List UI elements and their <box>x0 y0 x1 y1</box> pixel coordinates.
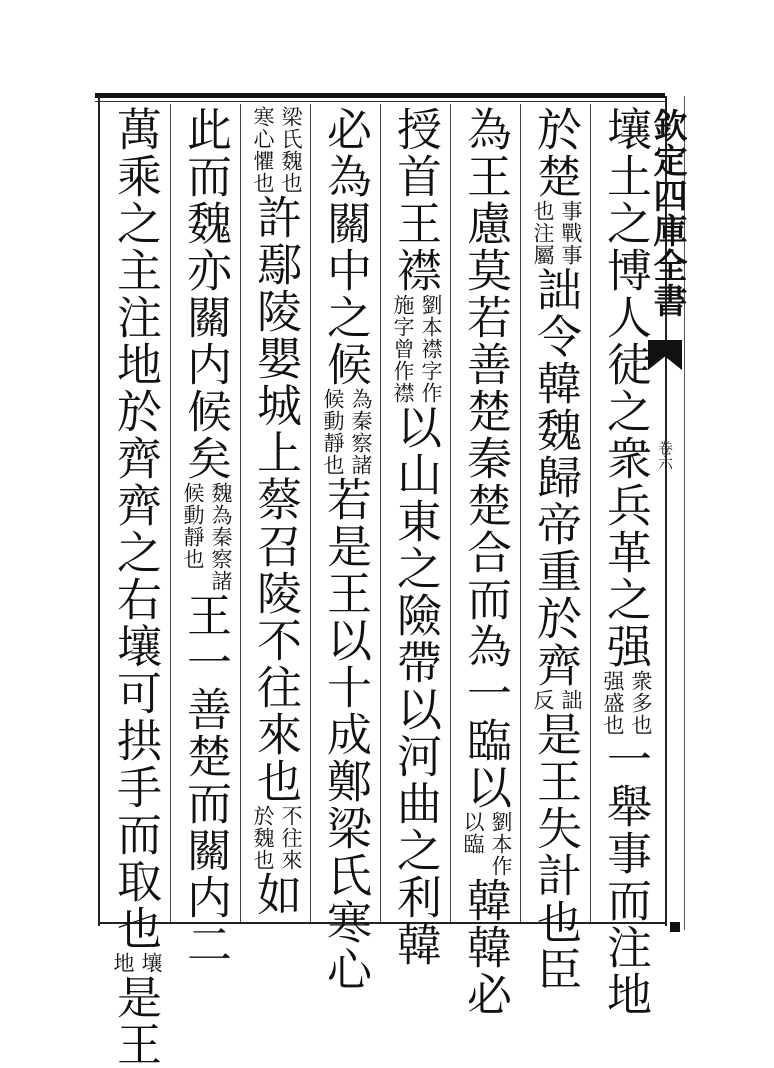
commentary-note <box>529 200 585 266</box>
commentary-line: 於魏也 <box>251 805 275 871</box>
text-column <box>315 106 375 993</box>
commentary-line: 候動靜也 <box>181 482 205 570</box>
commentary-line: 反 <box>531 689 555 711</box>
commentary-line: 為秦察諸 <box>349 388 373 476</box>
main-text: 為王慮莫若善楚秦楚合而為一臨以 <box>459 106 512 811</box>
commentary-note <box>599 670 655 736</box>
main-text: 萬乘之主注地於齊齊之右壤可拱手而取也 <box>109 106 162 952</box>
main-text: 以山東之險帶以河曲之利韓 <box>389 404 442 968</box>
text-column <box>175 106 235 968</box>
commentary-note <box>179 482 235 592</box>
left-frame-line <box>98 96 100 926</box>
commentary-line: 寒心懼也 <box>251 106 275 194</box>
column-divider <box>590 104 591 922</box>
commentary-note <box>459 811 515 877</box>
commentary-line: 詘 <box>559 689 583 711</box>
main-text: 是王 <box>109 974 162 1068</box>
commentary-line: 不往來 <box>279 805 303 871</box>
column-divider <box>520 104 521 922</box>
main-text: 是王失計也臣 <box>529 711 582 993</box>
commentary-line: 事戰事 <box>559 200 583 266</box>
main-text: 許鄢陵嬰城上蔡召陵不往來也 <box>249 194 302 805</box>
main-text: 於楚 <box>529 106 582 200</box>
commentary-note <box>529 689 585 711</box>
column-divider <box>450 104 451 922</box>
commentary-line: 劉本襟字作 <box>419 294 443 404</box>
commentary-line: 地 <box>111 952 135 974</box>
main-text: 如 <box>249 871 302 918</box>
commentary-line: 劉本作 <box>489 811 513 877</box>
main-text: 韓韓必 <box>459 877 512 1018</box>
top-border-thin-rule <box>95 101 665 102</box>
commentary-line: 衆多也 <box>629 670 653 736</box>
corner-mark-icon <box>670 922 680 932</box>
column-divider <box>170 104 171 922</box>
main-text: 必為關中之候 <box>319 106 372 388</box>
main-text: 一舉事而注地 <box>599 736 652 1018</box>
commentary-note <box>319 388 375 476</box>
commentary-line: 候動靜也 <box>321 388 345 476</box>
main-text: 若是王以十成鄭梁氏寒心 <box>319 476 372 993</box>
book-title: 欽定四庫全書 <box>647 108 687 318</box>
text-column <box>595 106 655 1018</box>
main-text: 此而魏亦關内候矣 <box>179 106 232 482</box>
main-text: 授首王襟 <box>389 106 442 294</box>
commentary-note <box>249 805 305 871</box>
commentary-line: 也注屬 <box>531 200 555 266</box>
main-text: 詘令韓魏歸帝重於齊 <box>529 266 582 689</box>
text-column <box>245 106 305 921</box>
volume-label: 卷六 <box>656 440 674 470</box>
column-divider <box>310 104 311 922</box>
commentary-line: 梁氏魏也 <box>279 106 303 194</box>
text-column <box>455 106 515 1018</box>
commentary-line: 魏為秦察諸 <box>209 482 233 592</box>
commentary-note <box>249 106 305 194</box>
commentary-line: 壤 <box>139 952 163 974</box>
main-text: 王一善楚而關内二 <box>179 592 232 968</box>
top-border-rule <box>95 93 665 98</box>
commentary-line: 强盛也 <box>601 670 625 736</box>
commentary-note <box>389 294 445 404</box>
column-divider <box>380 104 381 922</box>
text-column <box>105 106 165 1068</box>
text-column <box>525 106 585 993</box>
commentary-line: 施字曾作襟 <box>391 294 415 404</box>
commentary-note <box>109 952 165 974</box>
text-column <box>385 106 445 968</box>
commentary-line: 以臨 <box>461 811 485 855</box>
column-divider <box>240 104 241 922</box>
main-text: 壤土之博人徒之衆兵革之强 <box>599 106 652 670</box>
